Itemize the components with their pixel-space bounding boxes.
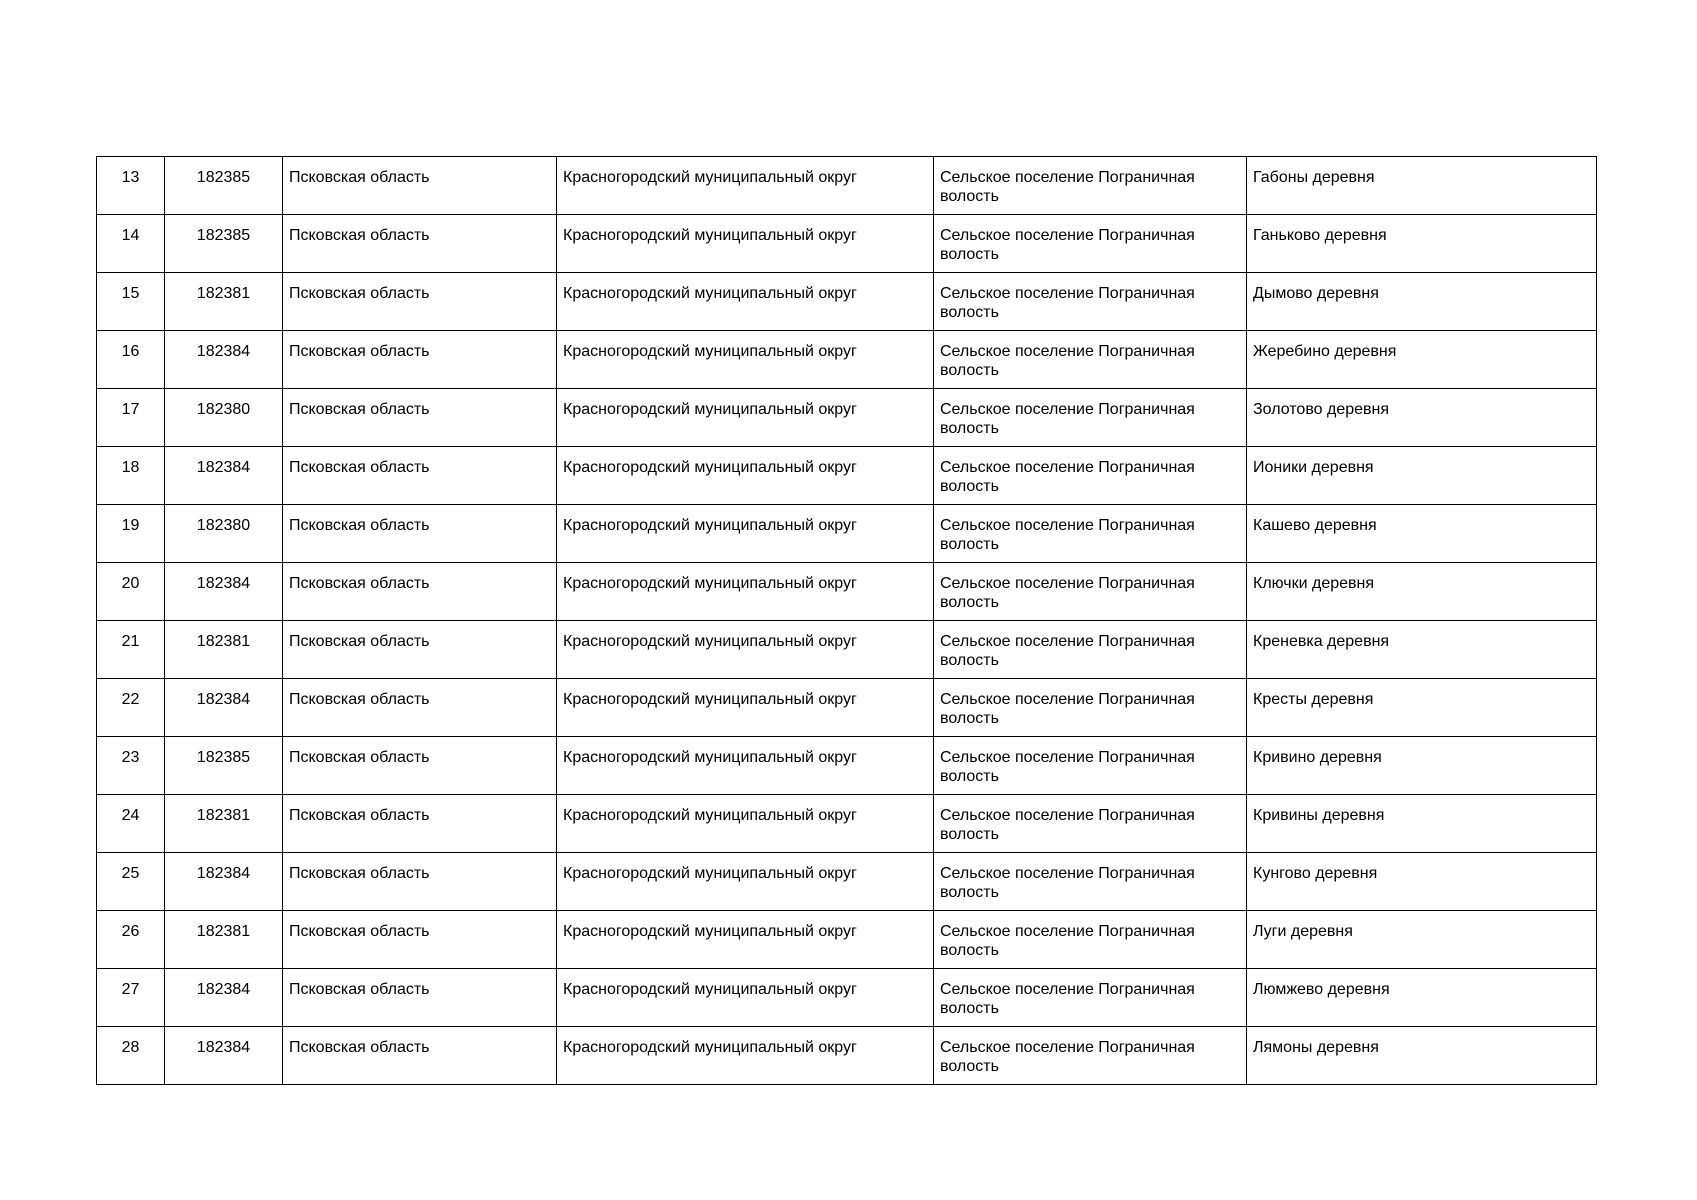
region-name: Псковская область: [283, 563, 557, 621]
table-row: [97, 911, 1597, 969]
region-name: Псковская область: [283, 911, 557, 969]
row-number: 16: [97, 331, 165, 389]
locality-name: Креневка деревня: [1247, 621, 1597, 679]
region-name: Псковская область: [283, 853, 557, 911]
district-name: Красногородский муниципальный округ: [557, 621, 934, 679]
row-number: 17: [97, 389, 165, 447]
district-name: Красногородский муниципальный округ: [557, 273, 934, 331]
table-row: [97, 157, 1597, 215]
row-number: 20: [97, 563, 165, 621]
locality-name: Кривино деревня: [1247, 737, 1597, 795]
table-row: [97, 215, 1597, 273]
settlement-name: Сельское поселение Пограничная волость: [934, 1027, 1247, 1085]
settlement-name: Сельское поселение Пограничная волость: [934, 273, 1247, 331]
region-name: Псковская область: [283, 505, 557, 563]
region-name: Псковская область: [283, 215, 557, 273]
postal-code: 182380: [165, 505, 283, 563]
locality-name: Золотово деревня: [1247, 389, 1597, 447]
postal-code: 182385: [165, 215, 283, 273]
district-name: Красногородский муниципальный округ: [557, 1027, 934, 1085]
table-row: [97, 679, 1597, 737]
region-name: Псковская область: [283, 679, 557, 737]
table-row: [97, 795, 1597, 853]
settlement-name: Сельское поселение Пограничная волость: [934, 853, 1247, 911]
postal-code: 182385: [165, 737, 283, 795]
district-name: Красногородский муниципальный округ: [557, 737, 934, 795]
district-name: Красногородский муниципальный округ: [557, 157, 934, 215]
row-number: 14: [97, 215, 165, 273]
row-number: 19: [97, 505, 165, 563]
district-name: Красногородский муниципальный округ: [557, 679, 934, 737]
region-name: Псковская область: [283, 389, 557, 447]
table-row: [97, 1027, 1597, 1085]
region-name: Псковская область: [283, 795, 557, 853]
row-number: 28: [97, 1027, 165, 1085]
postal-code: 182384: [165, 331, 283, 389]
row-number: 25: [97, 853, 165, 911]
district-name: Красногородский муниципальный округ: [557, 853, 934, 911]
row-number: 21: [97, 621, 165, 679]
postal-code: 182384: [165, 563, 283, 621]
settlement-name: Сельское поселение Пограничная волость: [934, 215, 1247, 273]
row-number: 15: [97, 273, 165, 331]
settlement-name: Сельское поселение Пограничная волость: [934, 621, 1247, 679]
table-row: [97, 389, 1597, 447]
district-name: Красногородский муниципальный округ: [557, 215, 934, 273]
postal-code: 182384: [165, 1027, 283, 1085]
table-row: [97, 621, 1597, 679]
row-number: 18: [97, 447, 165, 505]
table-row: [97, 505, 1597, 563]
postal-code: 182381: [165, 795, 283, 853]
locality-name: Дымово деревня: [1247, 273, 1597, 331]
settlement-name: Сельское поселение Пограничная волость: [934, 157, 1247, 215]
region-name: Псковская область: [283, 737, 557, 795]
locality-name: Луги деревня: [1247, 911, 1597, 969]
row-number: 27: [97, 969, 165, 1027]
locality-name: Кунгово деревня: [1247, 853, 1597, 911]
row-number: 13: [97, 157, 165, 215]
region-name: Псковская область: [283, 273, 557, 331]
table-row: [97, 447, 1597, 505]
settlement-name: Сельское поселение Пограничная волость: [934, 447, 1247, 505]
settlement-name: Сельское поселение Пограничная волость: [934, 389, 1247, 447]
locality-name: Жеребино деревня: [1247, 331, 1597, 389]
district-name: Красногородский муниципальный округ: [557, 331, 934, 389]
region-name: Псковская область: [283, 1027, 557, 1085]
locality-name: Ионики деревня: [1247, 447, 1597, 505]
postal-code: 182384: [165, 679, 283, 737]
row-number: 22: [97, 679, 165, 737]
settlement-name: Сельское поселение Пограничная волость: [934, 331, 1247, 389]
settlement-name: Сельское поселение Пограничная волость: [934, 563, 1247, 621]
settlement-name: Сельское поселение Пограничная волость: [934, 679, 1247, 737]
postal-code: 182384: [165, 853, 283, 911]
district-name: Красногородский муниципальный округ: [557, 389, 934, 447]
locality-name: Кривины деревня: [1247, 795, 1597, 853]
region-name: Псковская область: [283, 447, 557, 505]
row-number: 23: [97, 737, 165, 795]
postal-code: 182380: [165, 389, 283, 447]
region-name: Псковская область: [283, 969, 557, 1027]
settlement-name: Сельское поселение Пограничная волость: [934, 795, 1247, 853]
locality-name: Лямоны деревня: [1247, 1027, 1597, 1085]
table-row: [97, 273, 1597, 331]
settlement-name: Сельское поселение Пограничная волость: [934, 911, 1247, 969]
region-name: Псковская область: [283, 621, 557, 679]
locality-name: Габоны деревня: [1247, 157, 1597, 215]
row-number: 26: [97, 911, 165, 969]
table-row: [97, 331, 1597, 389]
postal-code: 182384: [165, 447, 283, 505]
district-name: Красногородский муниципальный округ: [557, 505, 934, 563]
locality-table: [96, 156, 1597, 1085]
district-name: Красногородский муниципальный округ: [557, 911, 934, 969]
region-name: Псковская область: [283, 157, 557, 215]
table-row: [97, 853, 1597, 911]
locality-name: Люмжево деревня: [1247, 969, 1597, 1027]
locality-table-body: [97, 157, 1597, 1085]
table-row: [97, 737, 1597, 795]
row-number: 24: [97, 795, 165, 853]
locality-name: Кресты деревня: [1247, 679, 1597, 737]
district-name: Красногородский муниципальный округ: [557, 795, 934, 853]
locality-name: Ганьково деревня: [1247, 215, 1597, 273]
locality-name: Кашево деревня: [1247, 505, 1597, 563]
postal-code: 182381: [165, 621, 283, 679]
settlement-name: Сельское поселение Пограничная волость: [934, 969, 1247, 1027]
table-row: [97, 563, 1597, 621]
postal-code: 182385: [165, 157, 283, 215]
settlement-name: Сельское поселение Пограничная волость: [934, 505, 1247, 563]
settlement-name: Сельское поселение Пограничная волость: [934, 737, 1247, 795]
district-name: Красногородский муниципальный округ: [557, 447, 934, 505]
district-name: Красногородский муниципальный округ: [557, 969, 934, 1027]
region-name: Псковская область: [283, 331, 557, 389]
postal-code: 182384: [165, 969, 283, 1027]
table-row: [97, 969, 1597, 1027]
locality-name: Ключки деревня: [1247, 563, 1597, 621]
postal-code: 182381: [165, 273, 283, 331]
district-name: Красногородский муниципальный округ: [557, 563, 934, 621]
postal-code: 182381: [165, 911, 283, 969]
